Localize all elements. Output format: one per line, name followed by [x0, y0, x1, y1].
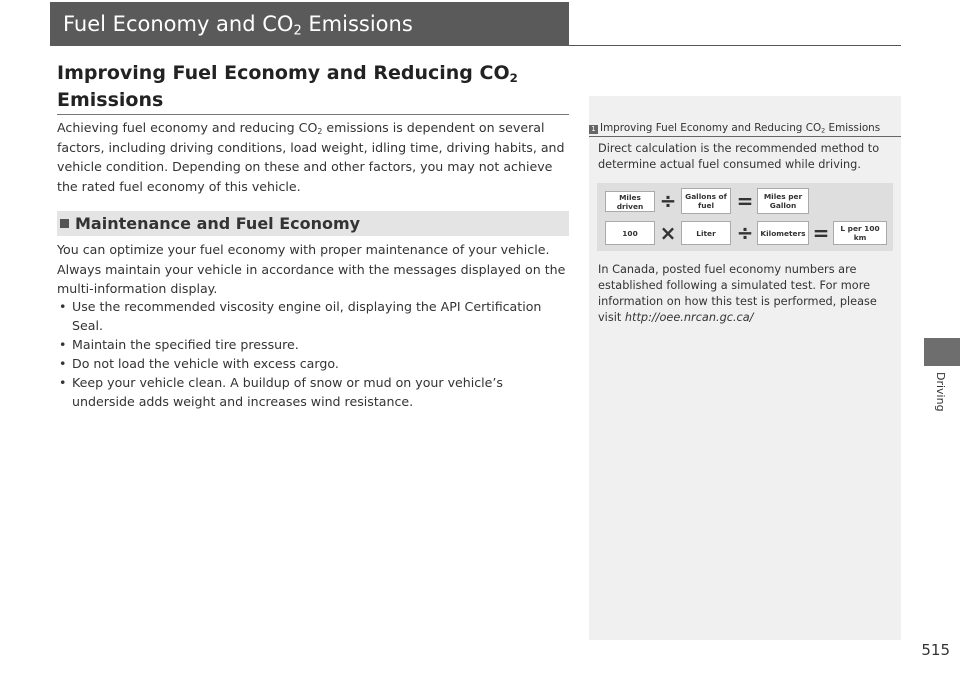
liter-box: Liter: [681, 221, 731, 245]
note-title: 1 Improving Fuel Economy and Reducing $CO_2$ Emissions: [589, 121, 901, 135]
bullet-icon: •: [59, 356, 67, 371]
kilometers-box: Kilometers: [757, 221, 809, 245]
list-item: • Use the recommended viscosity engine oil, displaying the API Certification Seal.: [59, 299, 542, 333]
multiply-icon: ×: [659, 221, 677, 245]
miles-driven-box: Miles driven: [605, 191, 655, 212]
list-item: • Keep your vehicle clean. A buildup of snow or mud on your vehicle’s underside adds weight and increases wind resistance.: [59, 375, 503, 409]
chapter-tab[interactable]: [924, 338, 960, 366]
page-number: 515: [921, 641, 950, 659]
intro-paragraph: Achieving fuel economy and reducing $CO_2$ emissions is dependent on several factors, including driving conditions, load weight, idling time, driving habits, and vehicle condition. Depending on these and other factors, you may not achieve the rated fuel economy of this vehicle.: [57, 120, 565, 194]
note-icon: 1: [589, 125, 598, 134]
bullet-icon: •: [59, 375, 67, 390]
note-text-canada: In Canada, posted fuel economy numbers are established following a simulated test. For more information on how this test is performed, please visit http://oee.nrcan.gc.ca/: [598, 263, 877, 324]
equals-icon: =: [736, 189, 754, 213]
chapter-side-label: Driving: [934, 372, 947, 412]
fuel-calculation-diagram: [597, 183, 893, 251]
list-item: • Do not load the vehicle with excess cargo.: [59, 356, 339, 371]
header-rule: [569, 45, 901, 46]
maintenance-list: [57, 297, 569, 411]
note-rule: [589, 136, 901, 137]
chapter-title: Fuel Economy and $CO_2$ Emissions: [50, 2, 569, 46]
square-bullet-icon: [60, 219, 69, 228]
side-note-panel: [589, 96, 901, 640]
gallons-of-fuel-box: Gallons of fuel: [681, 188, 731, 214]
divide-icon: ÷: [659, 189, 677, 213]
miles-per-gallon-box: Miles per Gallon: [757, 188, 809, 214]
maintenance-paragraph: You can optimize your fuel economy with proper maintenance of your vehicle. Always maintain your vehicle in accordance with the messages displayed on the multi-information display.: [57, 242, 566, 296]
equals-icon: =: [812, 221, 830, 245]
section-heading: Improving Fuel Economy and Reducing $CO_2$ Emissions: [57, 62, 518, 111]
l-per-100km-box: L per 100 km: [833, 221, 887, 245]
list-item: • Maintain the specified tire pressure.: [59, 337, 299, 352]
note-text-direct-calculation: Direct calculation is the recommended method to determine actual fuel consumed while driving.: [598, 142, 880, 171]
oee-link[interactable]: http://oee.nrcan.gc.ca/: [624, 311, 754, 324]
bullet-icon: •: [59, 299, 67, 314]
section-rule: [57, 114, 569, 115]
divide-icon: ÷: [736, 221, 754, 245]
bullet-icon: •: [59, 337, 67, 352]
hundred-box: 100: [605, 221, 655, 245]
maintenance-heading: Maintenance and Fuel Economy: [57, 211, 569, 236]
